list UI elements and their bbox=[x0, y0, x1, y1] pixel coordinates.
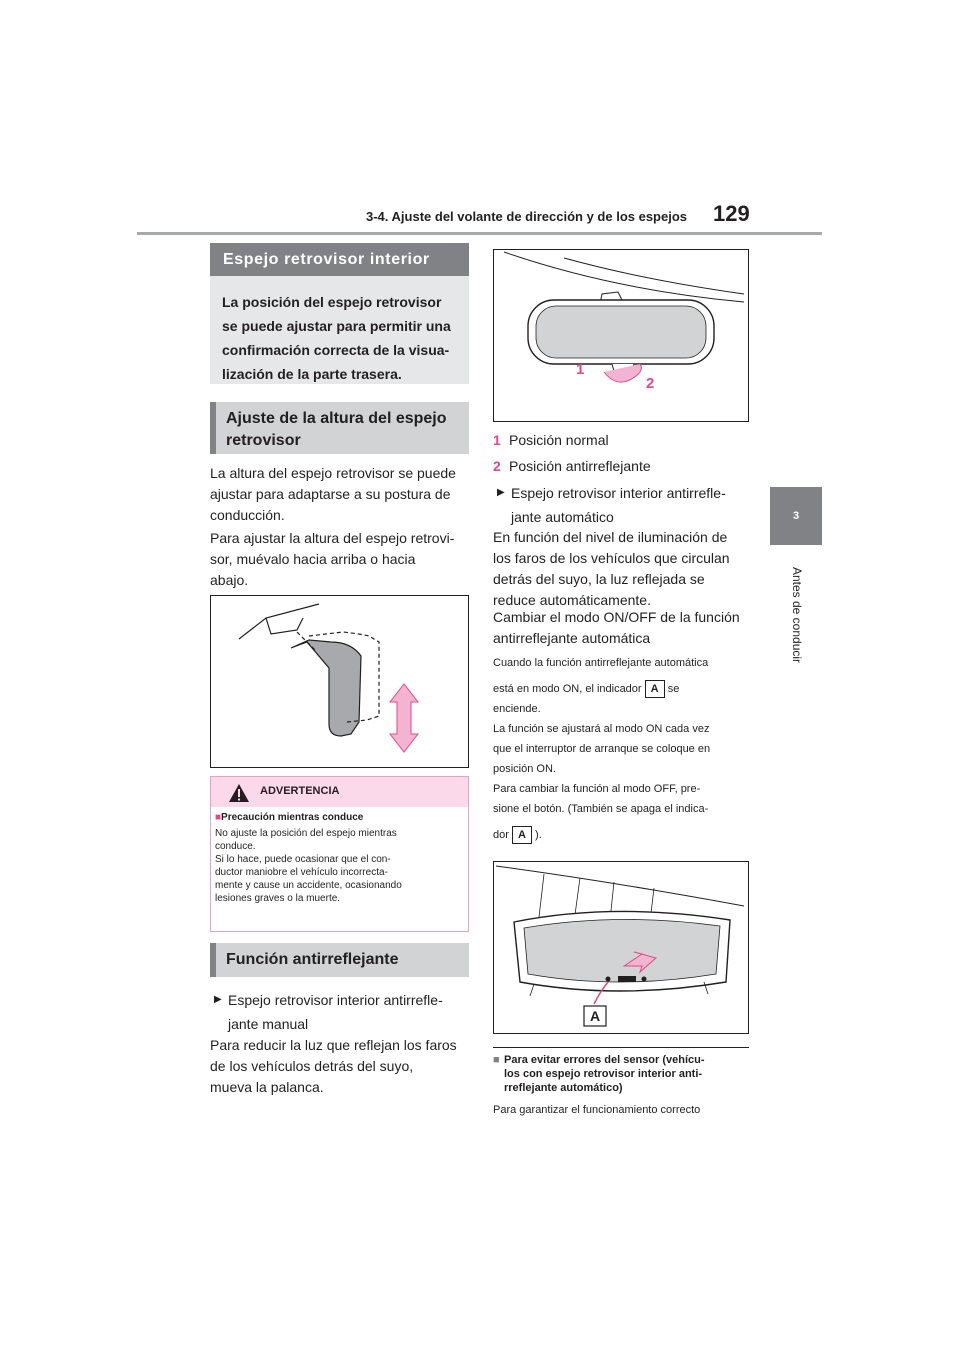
warning-body bbox=[211, 807, 468, 909]
small-line: sione el botón. (También se apaga el indica- bbox=[493, 803, 709, 815]
intro-line: La posición del espejo retrovisor bbox=[222, 294, 442, 310]
auto-bullet bbox=[497, 481, 757, 529]
text-line: Para ajustar la altura del espejo retrovi- bbox=[210, 530, 455, 546]
small-line-part: se bbox=[667, 683, 680, 695]
figure-label-a: A bbox=[589, 1008, 601, 1024]
warning-line: conduce. bbox=[215, 841, 256, 852]
warning-title: ADVERTENCIA bbox=[260, 785, 340, 797]
small-line: Para cambiar la función al modo OFF, pre- bbox=[493, 783, 701, 795]
intro-line: lización de la parte trasera. bbox=[222, 366, 402, 382]
text-line: jante manual bbox=[228, 1016, 309, 1032]
height-paragraph-2 bbox=[210, 528, 472, 591]
chapter-side-label-text: Antes de conducir bbox=[790, 566, 804, 664]
triangle-bullet-icon: ▶ bbox=[497, 487, 505, 498]
warning-line: ductor maniobre el vehículo incorrecta- bbox=[215, 867, 388, 878]
text-line: de los vehículos detrás del suyo, bbox=[210, 1058, 414, 1074]
text-line: Espejo retrovisor interior antirrefle- bbox=[511, 485, 726, 501]
text-line: En función del nivel de iluminación de bbox=[493, 529, 728, 545]
intro-line: confirmación correcta de la visua- bbox=[222, 342, 450, 358]
figure-label-2: 2 bbox=[646, 375, 655, 392]
small-line-part: ). bbox=[535, 829, 542, 841]
auto-mirror-illustration bbox=[494, 862, 748, 1033]
height-heading-line: Ajuste de la altura del espejo bbox=[226, 410, 447, 427]
small-line bbox=[493, 825, 755, 845]
text-line: los con espejo retrovisor interior anti- bbox=[504, 1068, 703, 1080]
indicator-a-icon: A bbox=[512, 826, 532, 844]
square-bullet-icon: ■ bbox=[493, 1054, 500, 1066]
legend-text: Posición normal bbox=[509, 432, 609, 448]
small-line: La función se ajustará al modo ON cada vez bbox=[493, 723, 710, 735]
small-line: enciende. bbox=[493, 703, 541, 715]
height-adjust-figure bbox=[210, 595, 469, 768]
height-heading-line: retrovisor bbox=[226, 432, 301, 449]
antiglare-position-figure bbox=[493, 249, 749, 422]
text-line: los faros de los vehículos que circulan bbox=[493, 550, 730, 566]
header-rule bbox=[137, 232, 822, 235]
mirror-position-illustration bbox=[494, 250, 748, 421]
text-line: Cambiar el modo ON/OFF de la función bbox=[493, 609, 740, 625]
auto-antiglare-figure bbox=[493, 861, 749, 1034]
small-line-part: dor bbox=[493, 829, 509, 841]
height-heading bbox=[210, 402, 469, 454]
warning-line: mente y cause un accidente, ocasionando bbox=[215, 880, 402, 891]
text-line: Espejo retrovisor interior antirrefle- bbox=[228, 992, 443, 1008]
warning-line: lesiones graves o la muerte. bbox=[215, 893, 341, 904]
running-header: 3-4. Ajuste del volante de dirección y de los espejos bbox=[366, 209, 688, 224]
manual-bullet bbox=[214, 988, 474, 1036]
legend-number: 1 bbox=[493, 432, 501, 448]
indicator-a-icon: A bbox=[645, 680, 665, 698]
square-bullet-icon: ■ bbox=[215, 812, 222, 823]
small-line: que el interruptor de arranque se coloque en bbox=[493, 743, 711, 755]
text-line: mueva la palanca. bbox=[210, 1079, 324, 1095]
manual-paragraph bbox=[210, 1035, 472, 1098]
warning-header bbox=[211, 777, 468, 807]
section-divider bbox=[493, 1047, 749, 1048]
warning-triangle-icon bbox=[228, 783, 250, 803]
warning-subhead bbox=[215, 811, 464, 824]
mirror-height-illustration bbox=[211, 596, 468, 767]
small-line: Cuando la función antirreflejante automática bbox=[493, 657, 709, 669]
text-line: abajo. bbox=[210, 572, 249, 588]
text-line: sor, muévalo hacia arriba o hacia bbox=[210, 551, 416, 567]
small-line: posición ON. bbox=[493, 763, 556, 775]
page-number: 129 bbox=[713, 201, 750, 226]
up-down-arrow-icon bbox=[390, 684, 418, 752]
chapter-side-label bbox=[789, 545, 805, 685]
text-line: Para evitar errores del sensor (vehícu- bbox=[504, 1054, 705, 1066]
warning-line: No ajuste la posición del espejo mientras bbox=[215, 828, 397, 839]
text-line: conducción. bbox=[210, 507, 285, 523]
warning-box bbox=[210, 776, 469, 932]
legend-number: 2 bbox=[493, 458, 501, 474]
antiglare-heading: Función antirreflejante bbox=[210, 943, 469, 977]
height-paragraph-1 bbox=[210, 463, 472, 526]
chapter-tab: 3 bbox=[770, 487, 822, 545]
auto-paragraph bbox=[493, 527, 755, 611]
onoff-heading bbox=[493, 607, 755, 649]
text-line: rreflejante automático) bbox=[504, 1082, 623, 1094]
small-line-part: está en modo ON, el indicador bbox=[493, 683, 642, 695]
triangle-bullet-icon: ▶ bbox=[214, 994, 222, 1005]
small-line bbox=[493, 679, 755, 699]
text-line: ajustar para adaptarse a su postura de bbox=[210, 486, 451, 502]
text-line: Para reducir la luz que reflejan los faros bbox=[210, 1037, 457, 1053]
text-line: jante automático bbox=[511, 509, 614, 525]
warning-subhead-text: Precaución mientras conduce bbox=[221, 812, 364, 823]
sensor-text: Para garantizar el funcionamiento correcto bbox=[493, 1104, 701, 1116]
warning-line: Si lo hace, puede ocasionar que el con- bbox=[215, 854, 391, 865]
figure-label-1: 1 bbox=[576, 361, 585, 378]
intro-line: se puede ajustar para permitir una bbox=[222, 318, 451, 334]
text-line: antirreflejante automática bbox=[493, 630, 651, 646]
onoff-details bbox=[493, 653, 755, 845]
intro-box bbox=[210, 276, 469, 384]
section-title: Espejo retrovisor interior bbox=[210, 243, 469, 276]
text-line: detrás del suyo, la luz reflejada se bbox=[493, 571, 705, 587]
legend-text: Posición antirreflejante bbox=[509, 458, 651, 474]
legend-item bbox=[493, 453, 753, 479]
text-line: La altura del espejo retrovisor se puede bbox=[210, 465, 456, 481]
text-line: reduce automáticamente. bbox=[493, 592, 651, 608]
position-legend bbox=[493, 427, 753, 479]
legend-item bbox=[493, 427, 753, 453]
sensor-heading bbox=[493, 1053, 755, 1095]
